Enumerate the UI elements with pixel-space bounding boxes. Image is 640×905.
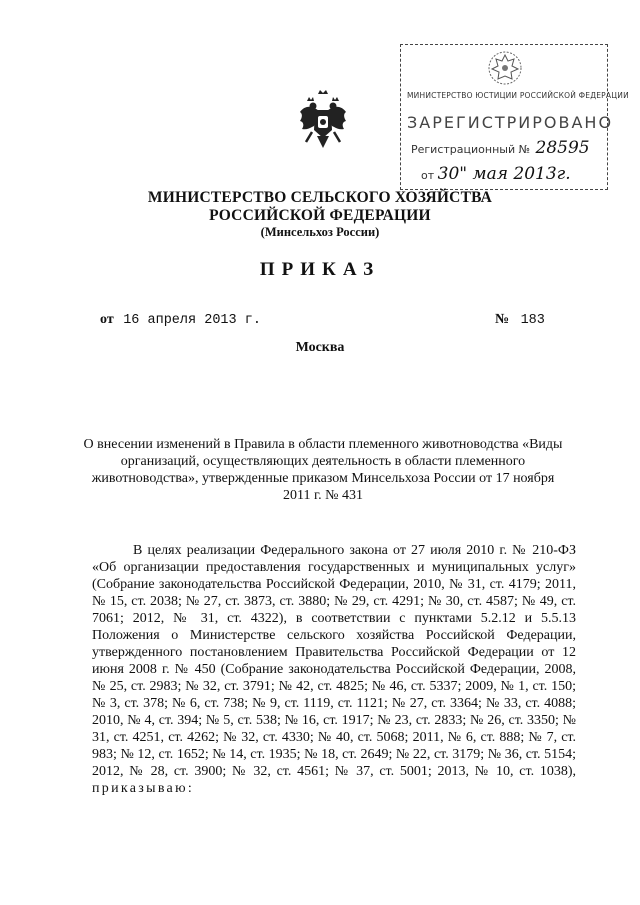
- order-date-label: от: [100, 312, 114, 327]
- stamp-reg-number: 28595: [535, 138, 590, 158]
- coat-of-arms-icon: [298, 90, 348, 154]
- stamp-date: [421, 164, 571, 184]
- stamp-reg-label: Регистрационный №: [411, 143, 531, 156]
- order-body-closing: приказываю:: [92, 781, 195, 796]
- order-date: [100, 312, 261, 328]
- stamp-date-prefix: от: [421, 169, 435, 182]
- order-number-label: №: [495, 312, 510, 327]
- stamp-date-handwritten: 30" мая 2013г.: [437, 164, 571, 184]
- registration-stamp: [400, 44, 629, 190]
- document-type-title: ПРИКАЗ: [259, 259, 381, 280]
- stamp-ministry-text: МИНИСТЕРСТВО ЮСТИЦИИ РОССИЙСКОЙ ФЕДЕРАЦИИ: [407, 91, 629, 100]
- order-date-value: 16 апреля 2013 г.: [123, 313, 261, 328]
- order-body-text: В целях реализации Федерального закона от 27 июля 2010 г. № 210-ФЗ «Об организации предоставления государственных и муниципальных услуг» (Собрание законодательства Российской Федерации, 2010, № 31, ст. 4179; 2011, № 15, ст. 2038; № 27, ст. 3873, ст. 3880; № 29, ст. 4291; № 30, ст. 4587; № 49, ст. 7061; 2012, № 31, ст. 4322), в соответствии с пунктами 5.2.12 и 5.5.13 Положения о Министерстве сельского хозяйства Российской Федерации, утвержденного постановлением Правительства Российской Федерации от 12 июня 2008 г. № 450 (Собрание законодательства Российской Федерации, 2008, № 25, ст. 2983; № 32, ст. 3791; № 42, ст. 4825; № 46, ст. 5337; 2009, № 1, ст. 150; № 3, ст. 378; № 6, ст. 738; № 9, ст. 1119, ст. 1121; № 27, ст. 3364; № 33, ст. 4088; 2010, № 4, ст. 394; № 5, ст. 538; № 16, ст. 1917; № 23, ст. 2833; № 26, ст. 3350; № 31, ст. 4251, ст. 4262; № 32, ст. 4330; № 40, ст. 5068; 2011, № 6, ст. 888; № 7, ст. 983; № 12, ст. 1652; № 14, ст. 1935; № 18, ст. 2649; № 22, ст. 3179; № 36, ст. 5154; 2012, № 28, ст. 3900; № 32, ст. 4561; № 37, ст. 5001; 2013, № 10, ст. 1038),: [92, 543, 576, 779]
- order-body: [92, 542, 576, 797]
- order-number-value: 183: [520, 313, 545, 328]
- eagle-emblem-icon: [485, 49, 525, 87]
- stamp-registered-text: ЗАРЕГИСТРИРОВАНО: [407, 113, 614, 132]
- ministry-abbreviation: (Минсельхоз России): [260, 225, 380, 239]
- stamp-registration-number: [411, 138, 590, 158]
- ministry-name-line2: РОССИЙСКОЙ ФЕДЕРАЦИИ: [209, 207, 431, 224]
- ministry-name-line1: МИНИСТЕРСТВО СЕЛЬСКОГО ХОЗЯЙСТВА: [147, 189, 493, 206]
- order-city: Москва: [295, 340, 345, 355]
- order-number: [495, 312, 545, 328]
- order-subject: О внесении изменений в Правила в области племенного животноводства «Виды организаций, осуществляющих деятельность в области племенного животноводства», утвержденные приказом Минсельхоза России от 17 ноября 2011 г. № 431: [83, 437, 563, 503]
